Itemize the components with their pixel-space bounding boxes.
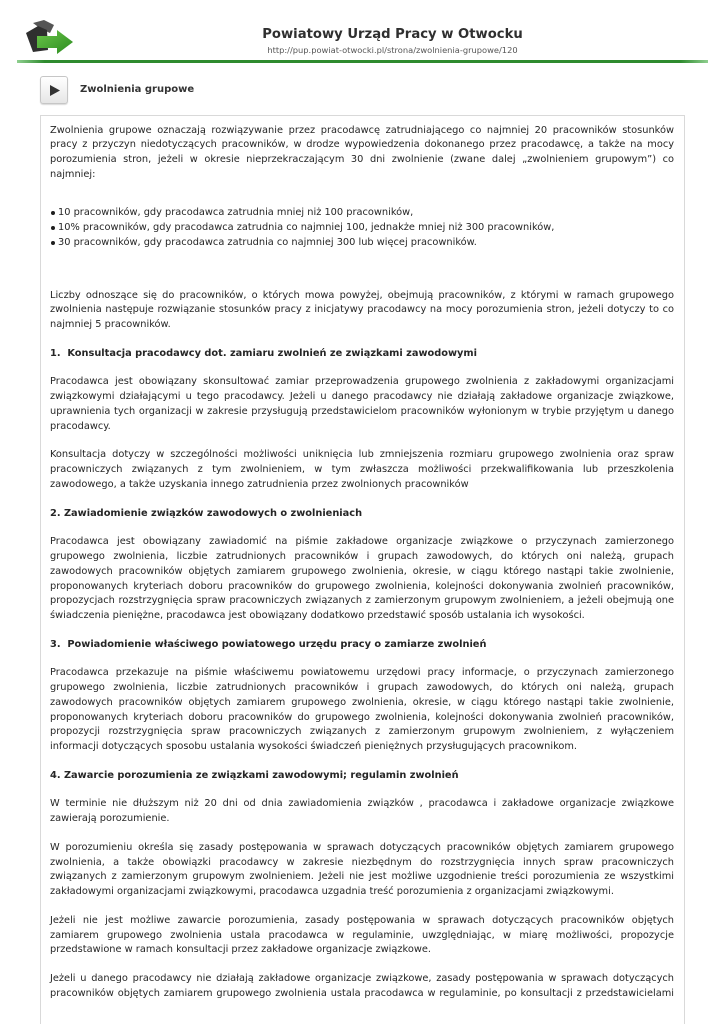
paragraph-line: zawodowych pracowników objętych zamiarem grupowego zwolnienia, okresie, w ciągu którego nastąpi takie zwolnienie, <box>50 565 674 577</box>
paragraph-line: W porozumieniu określa się zasady postępowania w sprawach dotyczących pracowników objętych zamiarem grupowego <box>50 841 674 853</box>
paragraph-line: Pracodawca jest obowiązany zawiadomić na piśmie zakładowe organizacje związkowe o przyczynach zamierzonego <box>50 536 674 548</box>
paragraph <box>50 124 674 183</box>
list-item <box>50 236 674 251</box>
bullet-icon <box>51 211 55 215</box>
paragraph-line: grupowego zwolnienia, liczbie zatrudnionych pracowników i grupach zawodowych, do których oni należą, grupach <box>50 550 674 562</box>
paragraph-line: uprawnienia tych organizacji w zakresie przysługują przedstawicielom pracowników wyłonionym w trybie przyjętym u danego <box>50 405 674 417</box>
paragraph-line: W terminie nie dłuższym niż 20 dni od dnia zawiadomienia związków , pracodawca i zakładowe organizacje związkowe <box>50 798 674 810</box>
article-box <box>40 115 685 1024</box>
paragraph-line: proponowanych kryteriach doboru pracowników do grupowego zwolnienia, kolejności dokonywania zwolnień pracowników, <box>50 580 674 592</box>
section-heading: 3. Powiadomienie właściwego powiatowego urzędu pracy o zamiarze zwolnień <box>50 638 487 650</box>
paragraph-line: związanych z zamierzonym grupowym zwolnieniem. Jeżeli nie jest możliwe uzgodnienie treści porozumienia ze wszystkimi <box>50 871 674 883</box>
paragraph-line: zawodowego, a także uzyskania innego zatrudnienia przez zwolnionych pracowników <box>50 478 469 490</box>
paragraph <box>50 797 674 827</box>
paragraph-line: zwolnienia następuje rozwiązanie stosunków pracy z inicjatywy pracodawcy na mocy porozumienia stron, jeżeli dotyczy to co <box>50 304 674 316</box>
section-heading: 1. Konsultacja pracodawcy dot. zamiaru zwolnień ze związkami zawodowymi <box>50 347 477 359</box>
section-heading: 2. Zawiadomienie związków zawodowych o zwolnieniach <box>50 507 363 519</box>
paragraph-line: pracowników objętych zamiarem grupowego zwolnienia ustala pracodawca w regulaminie, po konsultacji z przedstawicielami <box>50 987 674 999</box>
site-header <box>80 26 705 55</box>
play-arrow-icon <box>40 76 68 104</box>
paragraph-line: Jeżeli nie jest możliwe zawarcie porozumienia, zasady postępowania w sprawach dotyczących pracowników objętych <box>50 914 674 926</box>
paragraph-line: zawierają porozumienie. <box>50 813 170 825</box>
paragraph <box>50 972 674 1002</box>
paragraph-line: grupowego zwolnienia, liczbie zatrudnionych pracowników i grupach zawodowych, do których oni należą, grupach <box>50 682 674 694</box>
paragraph-line: przedstawione w ramach konsultacji przez zakładowe organizacje związkowe. <box>50 944 431 956</box>
list-item-text: 10% pracowników, gdy pracodawca zatrudnia co najmniej 100, jednakże mniej niż 300 pracowników, <box>58 221 555 233</box>
paragraph-line: pracodawcy. <box>50 420 111 432</box>
article-body <box>50 124 674 1002</box>
paragraph-line: zawodowych pracowników objętych zamiarem grupowego zwolnienia, okresie, w ciągu którego nastąpi takie zwolnienie, <box>50 696 674 708</box>
paragraph-line: propozycjach rozstrzygnięcia spraw pracowniczych związanych z zamierzonym grupowym zwolnieniem, a jeżeli obejmują one <box>50 595 674 607</box>
page-url: http://pup.powiat-otwocki.pl/strona/zwolnienia-grupowe/120 <box>267 45 518 55</box>
paragraph <box>50 841 674 900</box>
paragraph-line: Liczby odnoszące się do pracowników, o których mowa powyżej, obejmują pracowników, z którymi w ramach grupowego <box>50 289 674 301</box>
paragraph-line: najmniej 5 pracowników. <box>50 319 171 331</box>
paragraph <box>50 289 674 333</box>
list-item <box>50 206 674 221</box>
paragraph-line: świadczenia pieniężne, pracodawca jest obowiązany dodatkowo przedstawić sposób ustalania ich wysokości. <box>50 610 585 622</box>
paragraph <box>50 375 674 434</box>
paragraph-line: zwolnienia, a także obowiązki pracodawcy w zakresie niezbędnym do rozstrzygnięcia innych spraw pracowniczych <box>50 856 674 868</box>
paragraph-line: zamiarem grupowego zwolnienia ustala pracodawca w regulaminie, uwzględniając, w miarę możliwości, propozycje <box>50 929 674 941</box>
paragraph-line: pracowniczych związanych z tym zwolnieniem, w tym zwłaszcza możliwości przekwalifikowania lub przeszkolenia <box>50 464 674 476</box>
section-heading: 4. Zawarcie porozumienia ze związkami zawodowymi; regulamin zwolnień <box>50 769 459 781</box>
bullet-icon <box>51 241 55 245</box>
paragraph <box>50 535 674 624</box>
paragraph-line: najmniej: <box>50 168 96 180</box>
paragraph <box>50 666 674 755</box>
paragraph-line: związkowymi działającymi u tego pracodawcy. Jeżeli u danego pracodawcy nie działają zakładowe organizacje związkowe, <box>50 391 674 403</box>
paragraph-line: informacji dotyczących sposobu ustalania wysokości świadczeń pieniężnych przysługujących pracownikom. <box>50 741 578 753</box>
list-item-text: 30 pracowników, gdy pracodawca zatrudnia co najmniej 300 lub więcej pracowników. <box>58 236 477 248</box>
paragraph <box>50 448 674 492</box>
paragraph-line: Jeżeli u danego pracodawcy nie działają zakładowe organizacje związkowe, zasady postępowania w sprawach dotyczących <box>50 973 674 985</box>
bullet-icon <box>51 226 55 230</box>
paragraph <box>50 914 674 958</box>
paragraph-line: zakładowymi organizacjami związkowymi, pracodawca uzgadnia treść porozumienia z organizacjami związkowymi. <box>50 886 614 898</box>
paragraph-line: Pracodawca jest obowiązany skonsultować zamiar przeprowadzenia grupowego zwolnienia z zakładowymi organizacjami <box>50 376 674 388</box>
paragraph-line: pracy z przyczyn niedotyczących pracowników, w drodze wypowiedzenia dokonanego przez pracodawcę, a także na mocy <box>50 139 674 151</box>
paragraph-line: proponowanych kryteriach doboru pracowników do grupowego zwolnienia, kolejności dokonywania zwolnień pracowników, <box>50 711 674 723</box>
site-title: Powiatowy Urząd Pracy w Otwocku <box>262 27 523 42</box>
paragraph-line: Konsultacja dotyczy w szczególności możliwości uniknięcia lub zmniejszenia rozmiaru grupowego zwolnienia oraz spraw <box>50 449 674 461</box>
bullet-list <box>50 206 674 250</box>
list-item <box>50 221 674 236</box>
page-title: Zwolnienia grupowe <box>80 84 195 95</box>
paragraph-line: propozycji rozstrzygnięcia spraw pracowniczych związanych z zamierzonym grupowym zwolnieniem, z wyłączeniem <box>50 726 674 738</box>
header-divider <box>17 60 708 63</box>
paragraph-line: Zwolnienia grupowe oznaczają rozwiązywanie przez pracodawcę zatrudniającego co najmniej 20 pracowników stosunków <box>50 124 674 136</box>
pup-logo-icon <box>24 20 74 56</box>
paragraph-line: Pracodawca przekazuje na piśmie właściwemu powiatowemu urzędowi pracy informacje, o przyczynach zamierzonego <box>50 667 674 679</box>
list-item-text: 10 pracowników, gdy pracodawca zatrudnia mniej niż 100 pracowników, <box>58 207 414 219</box>
paragraph-line: porozumienia stron, jeżeli w okresie nieprzekraczającym 30 dni zwolnienie (zwane dalej „zwolnieniem grupowym”) co <box>50 154 674 166</box>
